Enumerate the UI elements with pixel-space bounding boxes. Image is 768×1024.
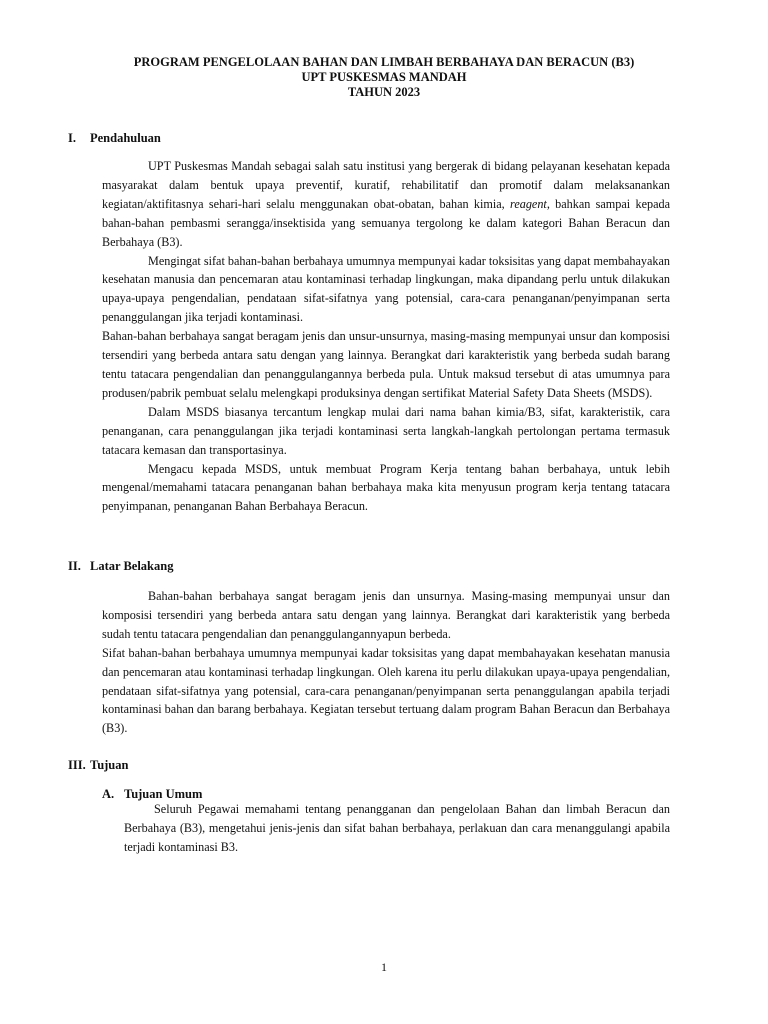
section-title: Latar Belakang — [90, 559, 174, 573]
paragraph: Mengacu kepada MSDS, untuk membuat Program Kerja tentang bahan berbahaya, untuk lebih mengenal/memahami tatacara penanganan bahan berbahaya maka kita menyusun program kerja tentang tatacara penyimpanan, penanganan Bahan Berbahaya Beracun. — [102, 461, 670, 514]
section-number: I. — [68, 131, 76, 145]
subsection-letter: A. — [102, 787, 115, 801]
header-title: PROGRAM PENGELOLAAN BAHAN DAN LIMBAH BERBAHAYA DAN BERACUN (B3) — [133, 55, 635, 69]
italic-term: reagent — [510, 196, 547, 211]
paragraph: Bahan-bahan berbahaya sangat beragam jenis dan unsurnya. Masing-masing mempunyai unsur dan komposisi tersendiri yang berbeda antara satu dengan yang lainnya. Berangkat dari karakteristik yang berbeda sudah tentu tatacara pengendalian dan penanggulangannyapun berbeda. — [102, 589, 670, 641]
document-header — [0, 55, 768, 100]
section-number: III. — [68, 758, 86, 772]
section-body-pendahuluan — [102, 157, 670, 516]
subsection-title: Tujuan Umum — [124, 787, 203, 801]
paragraph: Sifat bahan-bahan berbahaya umumnya mempunyai kadar toksisitas yang dapat membahayakan kesehatan manusia dan pencemaran atau kontaminasi terhadap lingkungan. Oleh karena itu perlu dilakukan upaya-upaya pengendalian, pendataan sifat-sifatnya yang potensial, cara-cara penanganan/penyimpanan serta penanggulangan apabila terjadi kontaminasi bahan dan barang berbahaya. Kegiatan tersebut tertuang dalam program Bahan Beracun dan Berbahaya (B3). — [102, 645, 670, 736]
section-number: II. — [68, 559, 81, 573]
paragraph: Mengingat sifat bahan-bahan berbahaya umumnya mempunyai kadar toksisitas yang dapat membahayakan kesehatan manusia dan pencemaran atau kontaminasi terhadap lingkungan, maka dipandang perlu untuk dilakukan upaya-upaya pengendalian, pendataan sifat-sifatnya yang potensial, cara-cara penanganan/penyimpanan serta penanggulangan jika terjadi kontaminasi. — [102, 253, 670, 325]
section-body-latar-belakang — [102, 587, 670, 738]
subsection-body-tujuan-umum — [124, 800, 670, 857]
paragraph: Dalam MSDS biasanya tercantum lengkap mulai dari nama bahan kimia/B3, sifat, karakteristik, cara penanganan, cara penanggulangan jika terjadi kontaminasi serta langkah-langkah pertolongan pertama termasuk tatacara kemasan dan transportasinya. — [102, 404, 670, 457]
header-year: TAHUN 2023 — [347, 85, 421, 99]
section-heading-latar-belakang — [68, 559, 173, 574]
section-title: Pendahuluan — [90, 131, 161, 145]
paragraph: UPT Puskesmas Mandah sebagai salah satu institusi yang bergerak di bidang pelayanan kesehatan kepada masyarakat dalam bentuk upaya preventif, kuratif, rehabilitatif dan promotif dalam melaksanankan kegiatan/aktifitasnya sehari-hari selalu menggunakan obat-obatan, bahan kimia, reagent, bahkan sampai kepada bahan-bahan pembasmi serangga/insektisida yang semuanya tergolong ke dalam kategori Bahan Beracun dan Berbahaya (B3). — [102, 159, 670, 249]
section-heading-tujuan — [68, 758, 128, 773]
paragraph: Seluruh Pegawai memahami tentang penangganan dan pengelolaan Bahan dan limbah Beracun dan Berbahaya (B3), mengetahui jenis-jenis dan sifat bahan berbahaya, perlakuan dan cara menanggulangi apabila terjadi kontaminasi B3. — [124, 802, 670, 854]
section-title: Tujuan — [90, 758, 129, 772]
section-heading-pendahuluan — [68, 131, 161, 146]
paragraph: Bahan-bahan berbahaya sangat beragam jenis dan unsur-unsurnya, masing-masing mempunyai unsur dan komposisi tersendiri yang berbeda antara satu dengan yang lainnya. Berangkat dari karakteristik yang berbeda sudah barang tentu tatacara pengendalian dan penanggulangannya berbeda pula. Untuk maksud tersebut di atas umumnya para produsen/pabrik pembuat selalu melengkapi produksinya dengan sertifikat Material Safety Data Sheets (MSDS). — [102, 329, 670, 400]
header-institution: UPT PUSKESMAS MANDAH — [301, 70, 467, 84]
page-number: 1 — [381, 960, 387, 974]
